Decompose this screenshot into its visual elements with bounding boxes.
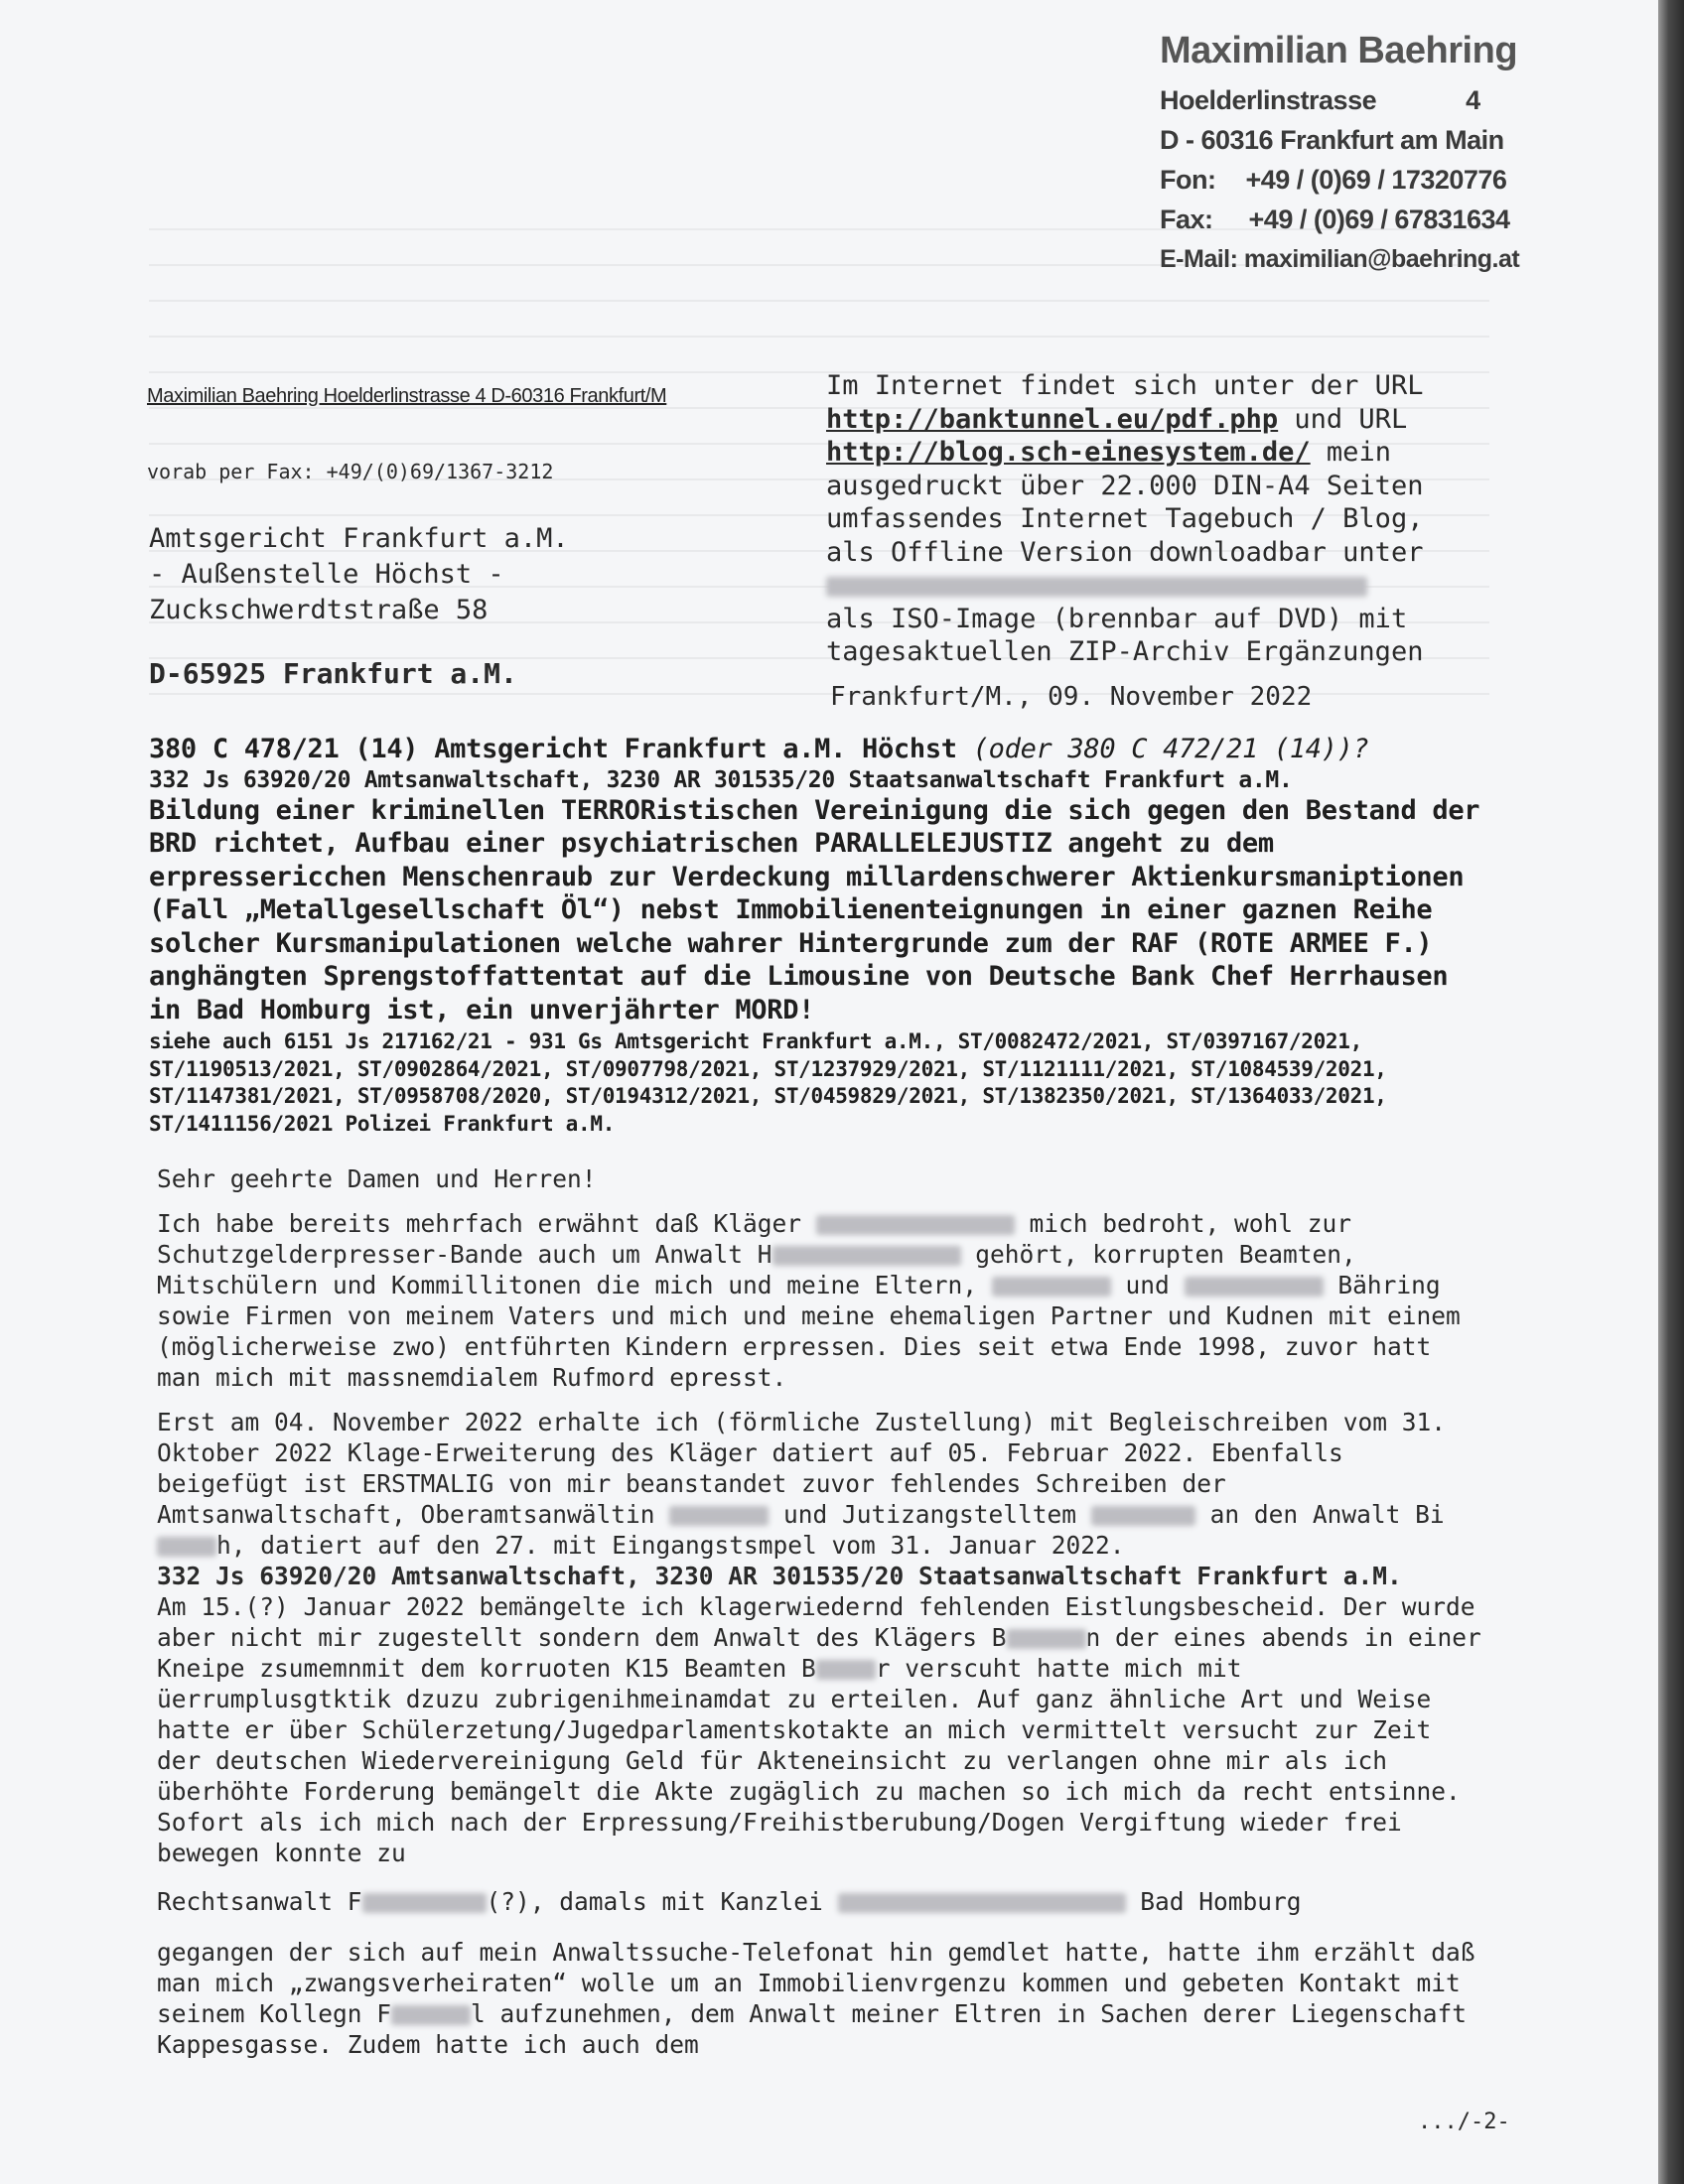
fon-label: Fon: bbox=[1160, 165, 1216, 195]
p1-d: und bbox=[1110, 1271, 1170, 1299]
redacted-address bbox=[838, 1893, 1126, 1913]
redacted-url bbox=[826, 577, 1367, 597]
paragraph-1 bbox=[157, 1208, 1487, 1393]
redacted-name bbox=[992, 1277, 1111, 1297]
redacted-name bbox=[391, 2005, 471, 2025]
p1-a: Ich habe bereits mehrfach erwähnt daß Kläger bbox=[157, 1209, 802, 1238]
p2-e: Am 15.(?) Januar 2022 bemängelte ich klagerwiedernd fehlenden Eistlungsbescheid. Der wurde aber nicht mir zugestellt sondern dem Anwalt des Klägers B bbox=[157, 1592, 1475, 1652]
street-text: Hoelderlinstrasse bbox=[1160, 85, 1377, 115]
p2-ref: 332 Js 63920/20 Amtsanwaltschaft, 3230 AR 301535/20 Staatsanwaltschaft Frankfurt a.M. bbox=[157, 1562, 1402, 1590]
url-banktunnel[interactable]: http://banktunnel.eu/pdf.php bbox=[826, 403, 1279, 435]
redacted-name bbox=[772, 1246, 961, 1266]
p2-g: r verscuht hatte mich mit üerrumplusgtktik dzuzu zubrigenihmeinamdat zu erteilen. Auf ganz ähnliche Art und Weise hatte er über Schülerzetung/Jugedparlamentskotakte an mich vermittelt versucht zur Zeit der deutschen Wiedervereinigung Geld für Akteneinsicht zu verlangen ohne mir als ich überhöhte Forderung bemängelt die Akte zugäglich zu machen so ich mich da recht entsinne. Sofort als ich mich nach der Erpressung/Freihistberubung/Dogen Vergiftung wieder frei bewegen konnte zu bbox=[157, 1654, 1461, 1867]
p2-f: n der eines abends in einer Kneipe zsumemnmit dem korruoten K15 Beamten B bbox=[157, 1623, 1481, 1683]
case-line2: 332 Js 63920/20 Amtsanwaltschaft, 3230 AR 301535/20 Staatsanwaltschaft Frankfurt a.M. bbox=[149, 766, 1293, 793]
redacted-name bbox=[1007, 1629, 1086, 1649]
internet-notice bbox=[826, 369, 1481, 669]
case-refs: siehe auch 6151 Js 217162/21 - 931 Gs Amtsgericht Frankfurt a.M., ST/0082472/2021, ST/0397167/2021, ST/1190513/2021, ST/0902864/2021, ST/0907798/2021, ST/1237929/2021, ST/1121111/2021, ST/1084539/2021, ST/1147381/2021, ST/0958708/2020, ST/0194312/2021, ST/0459829/2021, ST/1382350/2021, ST/1364033/2021, ST/1411156/2021 Polizei Frankfurt a.M. bbox=[149, 1029, 1387, 1136]
paragraph-4 bbox=[157, 1937, 1487, 2060]
internet-text-4: als ISO-Image (brennbar auf DVD) mit tagesaktuellen ZIP-Archiv Ergänzungen bbox=[826, 603, 1424, 667]
case-number: 380 C 478/21 (14) Amtsgericht Frankfurt a.M. Höchst bbox=[149, 734, 957, 764]
letter-body bbox=[157, 1163, 1487, 2074]
salutation: Sehr geehrte Damen und Herren! bbox=[157, 1164, 597, 1193]
p1-e: Bähring sowie Firmen von meinem Vaters und mich und meine ehemaligen Partner und Kudnen mit einem (möglicherweise zwo) entführten Kindern erpressen. Dies seit etwa Ende 1998, zuvor hatt man mich mit massnemdialem Rufmord epresst. bbox=[157, 1271, 1461, 1392]
recipient-address bbox=[149, 521, 569, 692]
scan-edge bbox=[1658, 0, 1684, 2184]
p3-a: Rechtsanwalt F bbox=[157, 1887, 362, 1916]
paragraph-3 bbox=[157, 1886, 1487, 1917]
p4-a: gegangen der sich auf mein Anwaltssuche-Telefonat hin gemdlet hatte, hatte ihm erzählt daß man mich „zwangsverheiraten“ wolle um an Immobilienvrgenzu kommen und gebeten Kontakt mit seinem Kollegn F bbox=[157, 1938, 1475, 2028]
letterhead-name: Maximilian Baehring bbox=[1160, 30, 1518, 71]
fax-label: Fax: bbox=[1160, 205, 1213, 234]
sender-line: Maximilian Baehring Hoelderlinstrasse 4 D-60316 Frankfurt/M bbox=[147, 385, 667, 407]
p1-c: gehört, korrupten Beamten, Mitschülern und Kommillitonen die mich und meine Eltern, bbox=[157, 1240, 1356, 1299]
p1-b: mich bedroht, wohl zur Schutzgelderpresser-Bande auch um Anwalt H bbox=[157, 1209, 1352, 1269]
letterhead-phone bbox=[1160, 160, 1577, 200]
recipient-city: D-65925 Frankfurt a.M. bbox=[149, 657, 517, 690]
fon-number: +49 / (0)69 / 17320776 bbox=[1245, 165, 1507, 195]
letter-date: Frankfurt/M., 09. November 2022 bbox=[830, 682, 1313, 712]
redacted-name bbox=[362, 1893, 487, 1913]
p2-b: und Jutizangstelltem bbox=[769, 1500, 1077, 1529]
letterhead-street bbox=[1160, 80, 1577, 120]
case-subject: Bildung einer kriminellen TERRORistischen Vereinigung die sich gegen den Bestand der BRD richtet, Aufbau einer psychiatrischen PARALLELEJUSTIZ angeht zu dem erpressericchen Menschenraub zur Verdeckung millardenschwerer Aktienkursmaniptionen (Fall „Metallgesellschaft Öl“) nebst Immobilienenteignungen in einer gaznen Reihe solcher Kursmanipulationen welche wahrer Hintergrunde zum der RAF (ROTE ARMEE F.) anghängten Sprengstoffattentat auf die Limousine von Deutsche Bank Chef Herrhausen in Bad Homburg ist, ein unverjährter MORD! bbox=[149, 794, 1480, 1025]
p2-c: an den Anwalt Bi bbox=[1194, 1500, 1445, 1529]
redacted-name bbox=[816, 1215, 1015, 1235]
internet-text-3: mein ausgedruckt über 22.000 DIN-A4 Seiten umfassendes Internet Tagebuch / Blog, als Offline Version downloadbar unter bbox=[826, 437, 1424, 568]
p4-b: l aufzunehmen, dem Anwalt meiner Eltren in Sachen derer Liegenschaft Kappesgasse. Zudem hatte ich auch dem bbox=[157, 1999, 1468, 2059]
redacted-name bbox=[1091, 1506, 1195, 1526]
internet-text-2: und URL bbox=[1278, 403, 1408, 435]
street-number: 4 bbox=[1466, 85, 1480, 115]
paragraph-2 bbox=[157, 1407, 1487, 1868]
p3-c: Bad Homburg bbox=[1125, 1887, 1302, 1916]
recipient-line3: Zuckschwerdtstraße 58 bbox=[149, 595, 489, 625]
redacted-name bbox=[1185, 1277, 1324, 1297]
letterhead-email: E-Mail: maximilian@baehring.at bbox=[1160, 245, 1520, 273]
case-alt: (oder 380 C 472/21 (14))? bbox=[972, 734, 1369, 764]
reference-block bbox=[149, 733, 1489, 1138]
letterhead-city: D - 60316 Frankfurt am Main bbox=[1160, 125, 1504, 155]
redacted-name bbox=[157, 1537, 216, 1557]
recipient-line1: Amtsgericht Frankfurt a.M. bbox=[149, 523, 569, 554]
redacted-name bbox=[669, 1506, 769, 1526]
url-blog[interactable]: http://blog.sch-einesystem.de/ bbox=[826, 437, 1311, 468]
p2-a: Erst am 04. November 2022 erhalte ich (förmliche Zustellung) mit Begleischreiben vom 31. Oktober 2022 Klage-Erweiterung des Kläger datiert auf 05. Februar 2022. Ebenfalls beigefügt ist ERSTMALIG von mir beanstandet zuvor fehlendes Schreiben der Amtsanwaltschaft, Oberamtsanwältin bbox=[157, 1408, 1447, 1529]
internet-text-1: Im Internet findet sich unter der URL bbox=[826, 370, 1424, 401]
p3-b: (?), damals mit Kanzlei bbox=[486, 1887, 823, 1916]
letterhead bbox=[1160, 30, 1577, 279]
redacted-name bbox=[816, 1660, 876, 1680]
recipient-line2: - Außenstelle Höchst - bbox=[149, 559, 504, 590]
p2-d: h, datiert auf den 27. mit Eingangstsmpel vom 31. Januar 2022. bbox=[216, 1531, 1125, 1560]
vorab-fax: vorab per Fax: +49/(0)69/1367-3212 bbox=[147, 460, 554, 483]
page-continuation: .../-2- bbox=[1418, 2110, 1510, 2134]
letterhead-fax bbox=[1160, 200, 1577, 239]
fax-number: +49 / (0)69 / 67831634 bbox=[1248, 205, 1510, 234]
